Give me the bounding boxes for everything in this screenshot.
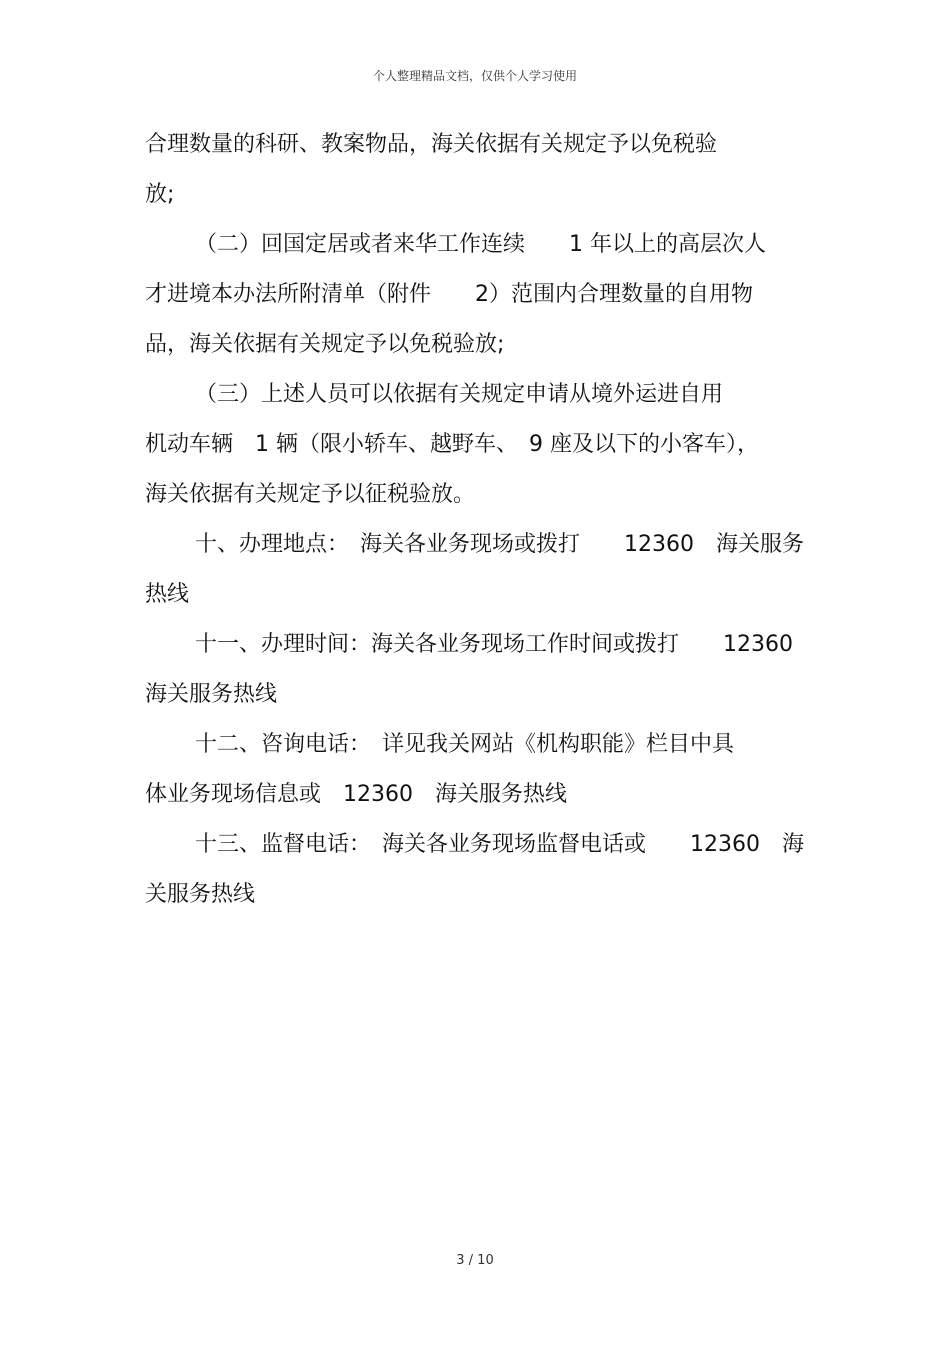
body-line-15: 十三、监督电话： 海关各业务现场监督电话或 12360 海 xyxy=(195,832,804,857)
body-line-12: 海关服务热线 xyxy=(145,682,278,707)
body-line-11: 十一、办理时间：海关各业务现场工作时间或拨打 12360 xyxy=(195,632,793,657)
body-line-10: 热线 xyxy=(145,582,190,607)
page-number: 3 / 10 xyxy=(456,1253,494,1268)
body-line-1: 合理数量的科研、教案物品，海关依据有关规定予以免税验 xyxy=(145,132,718,157)
body-line-6: （三）上述人员可以依据有关规定申请从境外运进自用 xyxy=(195,382,724,407)
body-line-3: （二）回国定居或者来华工作连续 1 年以上的高层次人 xyxy=(195,232,766,257)
body-line-7: 机动车辆 1 辆（限小轿车、越野车、 9 座及以下的小客车）， xyxy=(145,432,759,457)
body-line-13: 十二、咨询电话： 详见我关网站《机构职能》栏目中具 xyxy=(195,732,735,757)
body-line-16: 关服务热线 xyxy=(145,882,256,907)
body-line-9: 十、办理地点： 海关各业务现场或拨打 12360 海关服务 xyxy=(195,532,804,557)
body-line-8: 海关依据有关规定予以征税验放。 xyxy=(145,482,476,507)
body-line-14: 体业务现场信息或 12360 海关服务热线 xyxy=(145,782,567,807)
body-line-2: 放; xyxy=(145,182,175,207)
page-header: 个人整理精品文档，仅供个人学习使用 xyxy=(372,69,577,83)
body-line-4: 才进境本办法所附清单（附件 2）范围内合理数量的自用物 xyxy=(145,282,753,307)
body-line-5: 品，海关依据有关规定予以免税验放; xyxy=(145,332,505,357)
